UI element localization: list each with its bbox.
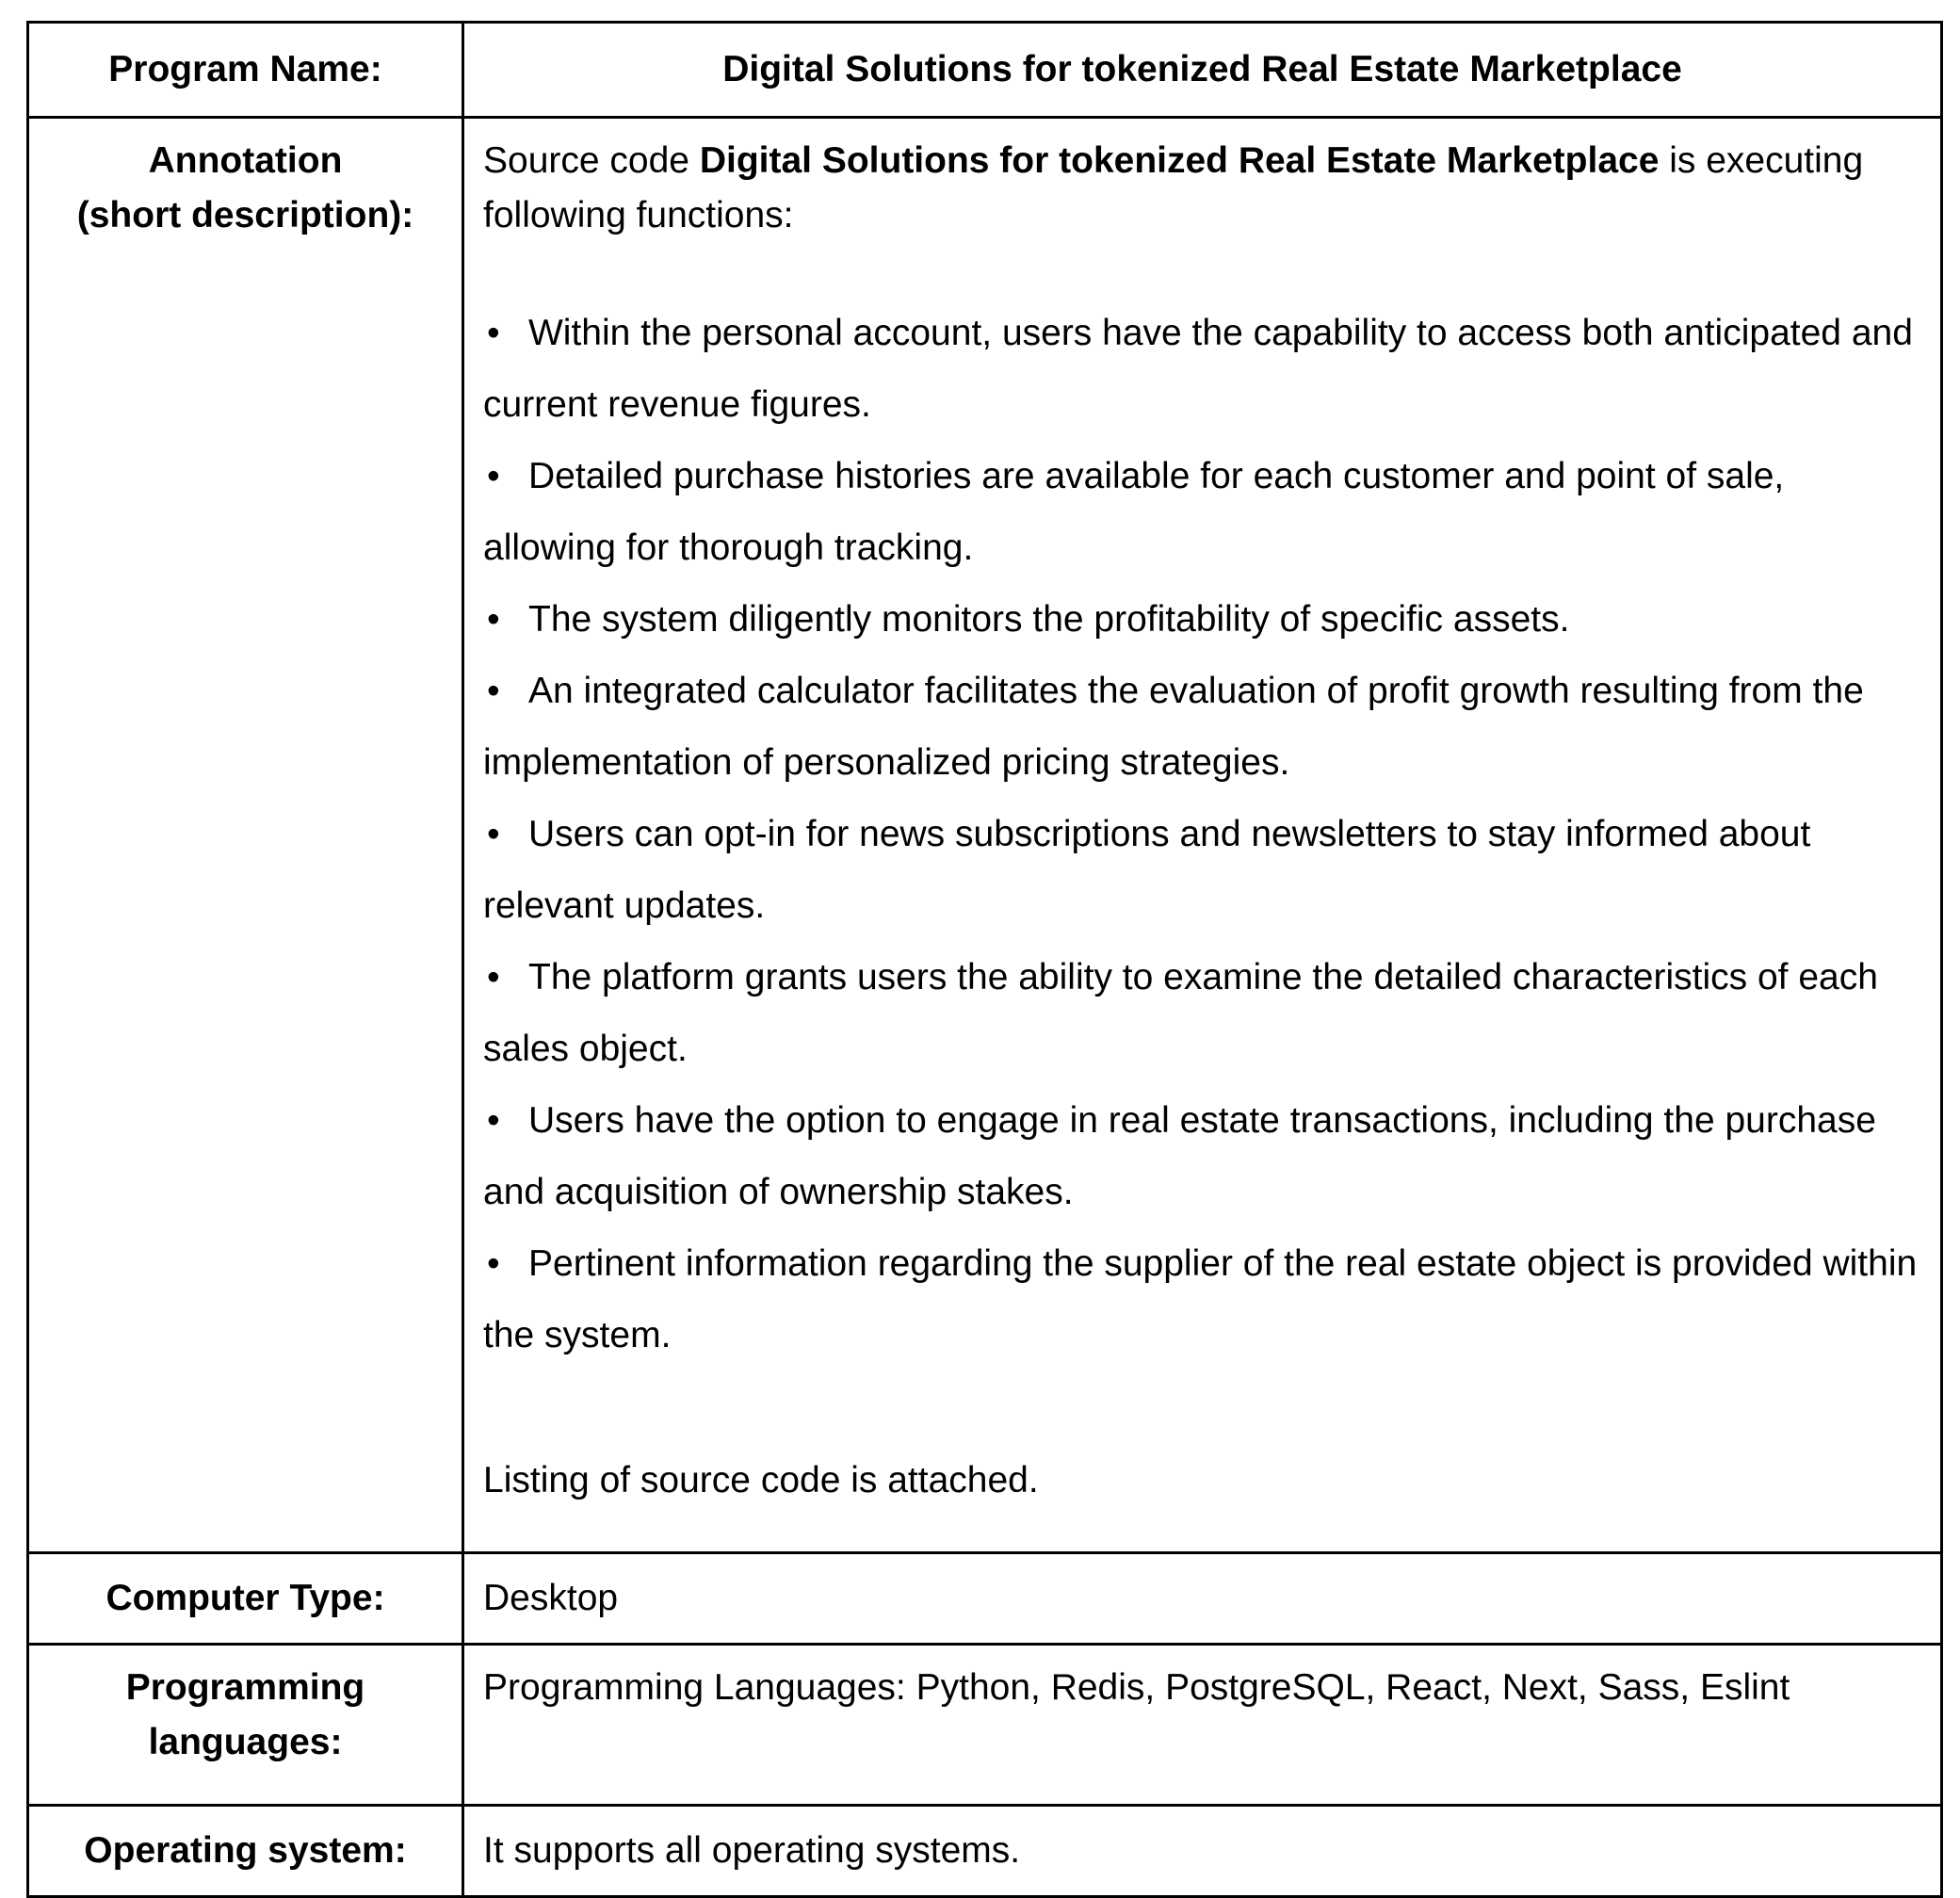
- function-text: Within the personal account, users have the capability to access both anticipated and current revenue figures.: [483, 313, 1913, 425]
- programming-languages-label-line2: languages:: [148, 1722, 343, 1762]
- row-annotation: [28, 118, 1942, 1553]
- program-name-label: Program Name:: [28, 23, 463, 118]
- function-text: Pertinent information regarding the supplier of the real estate object is provided within the system.: [483, 1243, 1918, 1355]
- bullet-dot-icon: [483, 1228, 528, 1300]
- annotation-intro-prefix: Source code: [483, 140, 700, 181]
- bullet-dot-icon: [483, 1085, 528, 1157]
- function-text: The system diligently monitors the profitability of specific assets.: [528, 599, 1570, 640]
- function-list-item: [483, 942, 1921, 1085]
- function-list-item: [483, 298, 1921, 441]
- function-text: An integrated calculator facilitates the evaluation of profit growth resulting from the implementation of personalized pricing strategies.: [483, 671, 1864, 783]
- annotation-label-line2: (short description):: [76, 195, 414, 235]
- annotation-intro: [483, 134, 1921, 243]
- annotation-intro-suffix: is executing following functions:: [483, 140, 1864, 235]
- operating-system-label: Operating system:: [28, 1806, 463, 1897]
- programming-languages-label: [28, 1645, 463, 1806]
- annotation-label: [28, 118, 463, 1553]
- function-text: Users can opt-in for news subscriptions and newsletters to stay informed about relevant updates.: [483, 814, 1811, 926]
- function-text: Users have the option to engage in real estate transactions, including the purchase and acquisition of ownership stakes.: [483, 1100, 1876, 1212]
- row-computer-type: [28, 1553, 1942, 1645]
- bullet-dot-icon: [483, 298, 528, 369]
- listing-note: Listing of source code is attached.: [483, 1460, 1039, 1501]
- annotation-content: [463, 118, 1942, 1553]
- function-text: The platform grants users the ability to examine the detailed characteristics of each sales object.: [483, 957, 1878, 1069]
- row-programming-languages: [28, 1645, 1942, 1806]
- annotation-intro-program-name: Digital Solutions for tokenized Real Estate Marketplace: [699, 140, 1660, 181]
- function-list-item: [483, 441, 1921, 584]
- bullet-dot-icon: [483, 584, 528, 656]
- programming-languages-label-line1: Programming: [125, 1667, 365, 1708]
- function-list-item: [483, 1228, 1921, 1371]
- row-operating-system: [28, 1806, 1942, 1897]
- function-list-item: [483, 584, 1921, 656]
- bullet-dot-icon: [483, 656, 528, 727]
- bullet-dot-icon: [483, 799, 528, 870]
- function-list-item: [483, 1085, 1921, 1228]
- function-list: [483, 298, 1921, 1371]
- row-program-name: [28, 23, 1942, 118]
- computer-type-label: Computer Type:: [28, 1553, 463, 1645]
- bullet-dot-icon: [483, 441, 528, 512]
- program-name-value: Digital Solutions for tokenized Real Estate Marketplace: [463, 23, 1942, 118]
- operating-system-value: It supports all operating systems.: [463, 1806, 1942, 1897]
- function-list-item: [483, 799, 1921, 942]
- function-list-item: [483, 656, 1921, 799]
- computer-type-value: Desktop: [463, 1553, 1942, 1645]
- program-info-table: [26, 21, 1943, 1898]
- bullet-dot-icon: [483, 942, 528, 1014]
- function-text: Detailed purchase histories are available for each customer and point of sale, allowing for thorough tracking.: [483, 456, 1785, 568]
- annotation-label-line1: Annotation: [148, 140, 343, 181]
- programming-languages-value: Programming Languages: Python, Redis, PostgreSQL, React, Next, Sass, Eslint: [463, 1645, 1942, 1806]
